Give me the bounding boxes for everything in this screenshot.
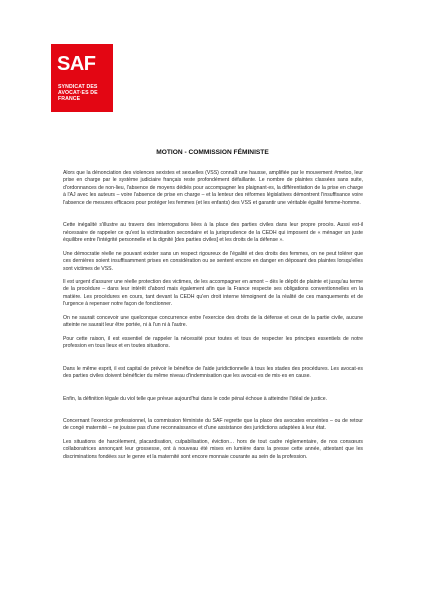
- document-title: MOTION - COMMISSION FÉMINISTE: [156, 149, 269, 156]
- paragraph: Enfin, la définition légale du viol telle que prévue aujourd'hui dans le code pénal échoue à atteindre l'idéal de justice.: [63, 395, 328, 402]
- paragraph: Dans le même esprit, il est capital de prévoir le bénéfice de l'aide juridictionnelle à tous les stades des procédures. Les avocat·es des parties civiles doivent bénéficier du même niveau d'indemnisation que les avocat·es de mis·es en cause.: [63, 365, 363, 380]
- paragraph: Pour cette raison, il est essentiel de rappeler la nécessité pour toutes et tous de respecter les principes essentiels de notre profession en tous lieux et en toutes situations.: [63, 335, 363, 350]
- paragraph: On ne saurait concevoir une quelconque concurrence entre l'exercice des droits de la défense et ceux de la partie civile, aucune atteinte ne saurait leur être portée, ni à l'un ni à l'autre.: [63, 314, 363, 329]
- paragraph: Une démocratie réelle ne pouvant exister sans un respect rigoureux de l'égalité et des droits des femmes, on ne peut tolérer que ces dernières soient insuffisamment prises en considération ou se sentent encore en danger en déposant des plaintes lorsqu'elles sont victimes de VSS.: [63, 250, 363, 272]
- logo-subtitle: SYNDICAT DES AVOCAT·ES DE FRANCE: [58, 84, 98, 103]
- paragraph: Concernant l'exercice professionnel, la commission féministe du SAF regrette que la place des avocates enceintes – ou de retour de congé maternité – ne jouisse pas d'une reconnaissance et d'une assistance des juridictions adaptées à leur état.: [63, 417, 363, 432]
- logo-mark: SAF: [57, 53, 96, 75]
- document-body: [63, 170, 363, 461]
- paragraph: Les situations de harcèlement, placardisation, culpabilisation, éviction… hors de tout cadre réglementaire, de nos consœurs collaboratrices annonçant leur grossesse, ont à nouveau été mises en lumière dans la presse cette année, attestant que les discriminations fondées sur le genre et la maternité sont encore monnaie courante au sein de la profession.: [63, 438, 363, 460]
- saf-logo: [51, 44, 113, 112]
- paragraph: Cette inégalité s'illustre au travers des interrogations liées à la place des parties civiles dans leur propre procès. Aussi est-il nécessaire de rappeler ce qu'est la victimisation secondaire et la jurisprudence de la CEDH qui imposent de « ménager un juste équilibre entre l'intégrité personnelle et la dignité [des parties civiles] et les droits de la défense ».: [63, 222, 363, 244]
- paragraph: Alors que la dénonciation des violences sexistes et sexuelles (VSS) connaît une hausse, amplifiée par le mouvement #metoo, leur prise en charge par le système judiciaire français reste profondément défaillante. Le nombre de plaintes classées sans suite, d'ordonnances de non-lieu, l'absence de moyens dédiés pour accompagner les plaignant·es, la différentiation de la prise en charge à l'AJ avec les auteurs – voire l'absence de prise en charge – et la lenteur des réformes législatives démontrent l'insuffisance voire l'absence de mesures efficaces pour protéger les femmes (et les enfants) des VSS et garantir une véritable égalité femme-homme.: [63, 170, 363, 206]
- paragraph: Il est urgent d'assurer une réelle protection des victimes, de les accompagner en amont – dès le dépôt de plainte et jusqu'au terme de la procédure – dans leur intérêt d'abord mais également afin que la France respecte ses obligations conventionnelles en la matière. Les procédures en cours, tant devant la CEDH qu'en droit interne témoignent de la réalité de ces manquements et de l'urgence à repenser notre façon de fonctionner.: [63, 278, 363, 308]
